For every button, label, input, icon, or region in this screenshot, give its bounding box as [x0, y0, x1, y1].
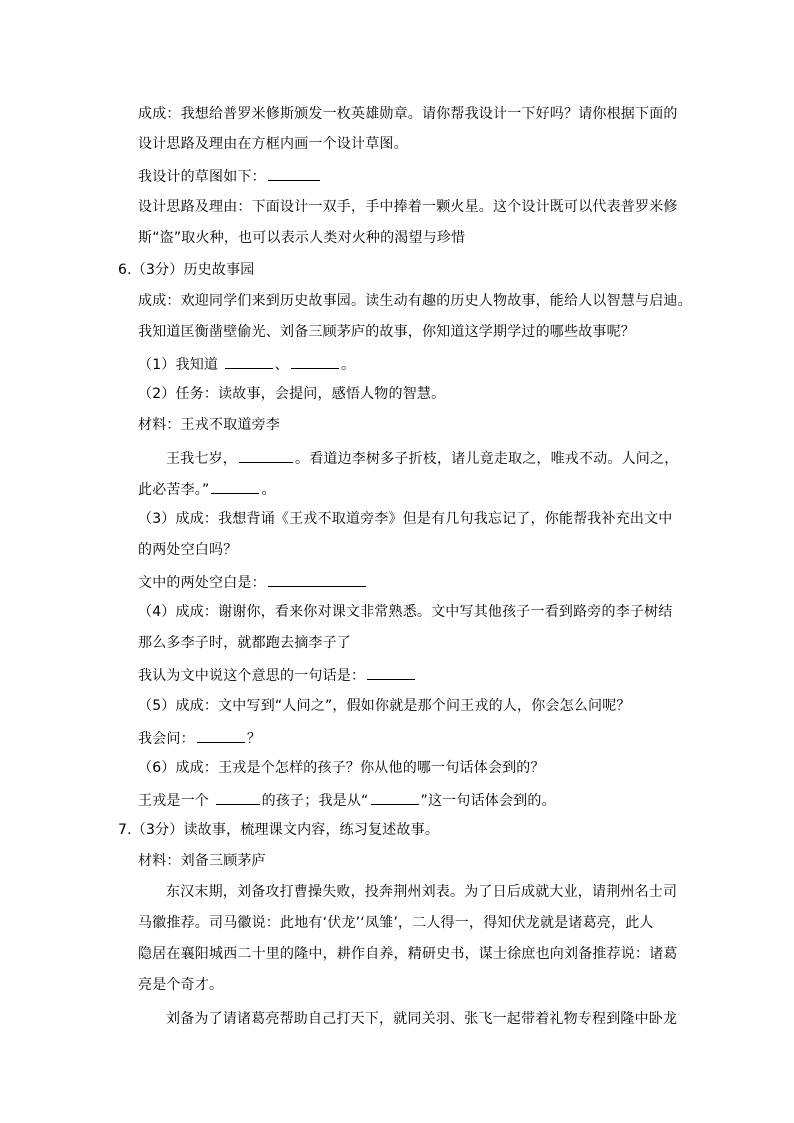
- subq-4: （4）成成：谢谢你，看来你对课文非常熟悉。文中写其他孩子一看到路旁的李子树结: [138, 604, 673, 620]
- line-design-reason-cont: 斯“盗”取火种，也可以表示人类对火种的渴望与珍惜: [138, 230, 466, 246]
- line-sketch-answer: 我设计的草图如下：: [138, 165, 322, 187]
- line-child-answer: 王戎是一个 的孩子；我是从“ ”这一句话体会到的。: [138, 789, 556, 811]
- story-line-4: 亮是个奇才。: [138, 977, 224, 993]
- line-two-blanks: 文中的两处空白是：: [138, 571, 368, 593]
- question-6-heading: 6.（3分）历史故事园: [118, 262, 255, 278]
- subq-2: （2）任务：读故事，会提问，感悟人物的智慧。: [138, 386, 446, 402]
- answer-blank[interactable]: [239, 447, 293, 463]
- answer-blank[interactable]: [197, 727, 245, 743]
- answer-blank[interactable]: [211, 478, 259, 494]
- answer-blank[interactable]: [225, 353, 273, 369]
- line-hero-medal: 成成：我想给普罗米修斯颁发一枚英雄勋章。请你帮我设计一下好吗？请你根据下面的: [138, 106, 678, 122]
- line-sentence-answer: 我认为文中说这个意思的一句话是：: [138, 664, 417, 686]
- answer-blank[interactable]: [367, 664, 415, 680]
- line-history-garden: 成成：欢迎同学们来到历史故事园。读生动有趣的历史人物故事，能给人以智慧与启迪。: [138, 293, 692, 309]
- line-known-stories: 我知道匡衡凿壁偷光、刘备三顾茅庐的故事，你知道这学期学过的哪些故事呢？: [138, 324, 635, 340]
- passage-line-2: 此必苦李。” 。: [138, 478, 276, 500]
- subq-1: （1）我知道 、 。: [138, 353, 355, 375]
- line-design-reason: 设计思路及理由：下面设计一双手，手中捧着一颗火星。这个设计既可以代表普罗米修: [138, 199, 678, 215]
- question-7-heading: 7.（3分）读故事，梳理课文内容，练习复述故事。: [118, 822, 440, 838]
- passage-line-1: 王我七岁， 。看道边李树多子折枝，诸儿竟走取之，唯戎不动。人问之，: [166, 447, 678, 469]
- answer-blank[interactable]: [268, 571, 366, 587]
- subq-3: （3）成成：我想背诵《王戎不取道旁李》但是有几句我忘记了，你能帮我补充出文中: [138, 511, 673, 527]
- subq-4-cont: 那么多李子时，就都跑去摘李子了: [138, 635, 351, 651]
- line-design-draft: 设计思路及理由在方框内画一个设计草图。: [138, 136, 408, 152]
- material-title-liubei: 材料：刘备三顾茅庐: [138, 853, 266, 869]
- answer-blank[interactable]: [268, 165, 320, 181]
- line-ask-answer: 我会问： ？: [138, 727, 261, 749]
- subq-3-cont: 的两处空白吗？: [138, 542, 238, 558]
- material-title-wangrong: 材料：王戎不取道旁李: [138, 417, 280, 433]
- story-line-3: 隐居在襄阳城西二十里的隆中，耕作自养，精研史书，谋士徐庶也向刘备推荐说：诸葛: [138, 946, 678, 962]
- subq-5: （5）成成：文中写到“人问之”，假如你就是那个问王戎的人，你会怎么问呢？: [138, 698, 631, 714]
- subq-6: （6）成成：王戎是个怎样的孩子？你从他的哪一句话体会到的？: [138, 760, 545, 776]
- story-line-5: 刘备为了请诸葛亮帮助自己打天下，就同关羽、张飞一起带着礼物专程到隆中卧龙: [166, 1011, 678, 1027]
- answer-blank[interactable]: [216, 789, 260, 805]
- story-line-1: 东汉末期，刘备攻打曹操失败，投奔荆州刘表。为了日后成就大业，请荆州名士司: [166, 884, 678, 900]
- story-line-2: 马徽推荐。司马徽说：此地有‘伏龙’‘凤雏’，二人得一，得知伏龙就是诸葛亮，此人: [138, 915, 654, 931]
- answer-blank[interactable]: [371, 789, 419, 805]
- answer-blank[interactable]: [291, 353, 339, 369]
